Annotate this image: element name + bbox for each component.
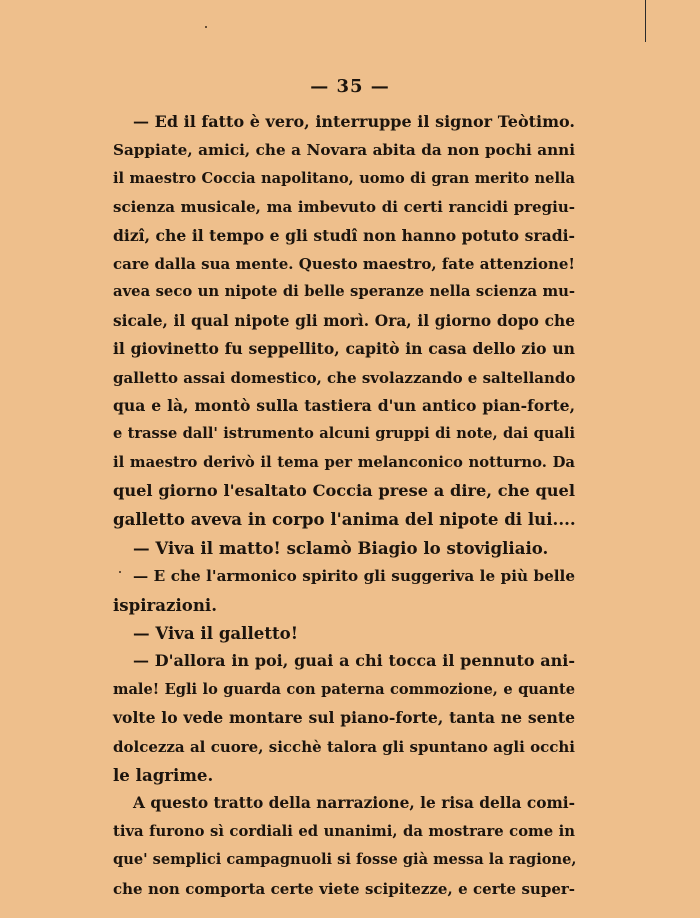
text-line: il maestro derivò il tema per melanconico notturno. Da	[113, 453, 575, 471]
text-line: tiva furono sì cordiali ed unanimi, da mostrare come in	[113, 822, 575, 840]
text-line: dizî, che il tempo e gli studî non hanno potuto sradi-	[113, 225, 575, 245]
text-line: quel giorno l'esaltato Coccia prese a dire, che quel	[113, 481, 575, 501]
text-line: galletto aveva in corpo l'anima del nipote di lui....	[113, 509, 576, 530]
text-line: A questo tratto della narrazione, le risa della comi-	[133, 794, 575, 813]
text-line: galletto assai domestico, che svolazzando e saltellando	[113, 368, 576, 387]
text-line: il maestro Coccia napolitano, uomo di gran merito nella	[113, 169, 575, 187]
text-line: dolcezza al cuore, sicchè talora gli spuntano agli occhi	[113, 737, 575, 756]
text-line: male! Egli lo guarda con paterna commozione, e quante	[113, 680, 575, 698]
paper-speck	[205, 26, 207, 28]
text-line: e trasse dall' istrumento alcuni gruppi di note, dai quali	[113, 425, 575, 443]
text-line: che non comporta certe viete scipitezze, e certe super-	[113, 879, 575, 898]
text-line: — Viva il galletto!	[133, 623, 299, 644]
text-line: care dalla sua mente. Questo maestro, fate attenzione!	[113, 254, 575, 273]
text-line: avea seco un nipote di belle speranze nella scienza mu-	[113, 283, 575, 301]
text-line: scienza musicale, ma imbevuto di certi rancidi pregiu-	[113, 198, 575, 217]
text-line: ispirazioni.	[113, 594, 217, 615]
page-edge-line	[645, 0, 646, 42]
text-line: — Ed il fatto è vero, interruppe il signor Teòtimo.	[133, 112, 575, 131]
text-line: qua e là, montò sulla tastiera d'un antico pian-forte,	[113, 395, 575, 415]
text-line: Sappiate, amici, che a Novara abita da non pochi anni	[113, 141, 575, 160]
page-number: — 35 —	[310, 76, 390, 97]
text-line: volte lo vede montare sul piano-forte, tanta ne sente	[113, 708, 575, 728]
text-line: que' semplici campagnuoli si fosse già messa la ragione,	[113, 851, 577, 869]
text-line: — E che l'armonico spirito gli suggeriva le più belle	[133, 567, 575, 586]
text-line: — Viva il matto! sclamò Biagio lo stovigliaio.	[133, 537, 549, 558]
text-line: le lagrime.	[113, 764, 214, 785]
text-line: sicale, il qual nipote gli morì. Ora, il giorno dopo che	[113, 311, 575, 330]
text-line: il giovinetto fu seppellito, capitò in casa dello zio un	[113, 339, 575, 359]
text-line: — D'allora in poi, guai a chi tocca il pennuto ani-	[133, 651, 575, 671]
page-body	[113, 108, 575, 903]
